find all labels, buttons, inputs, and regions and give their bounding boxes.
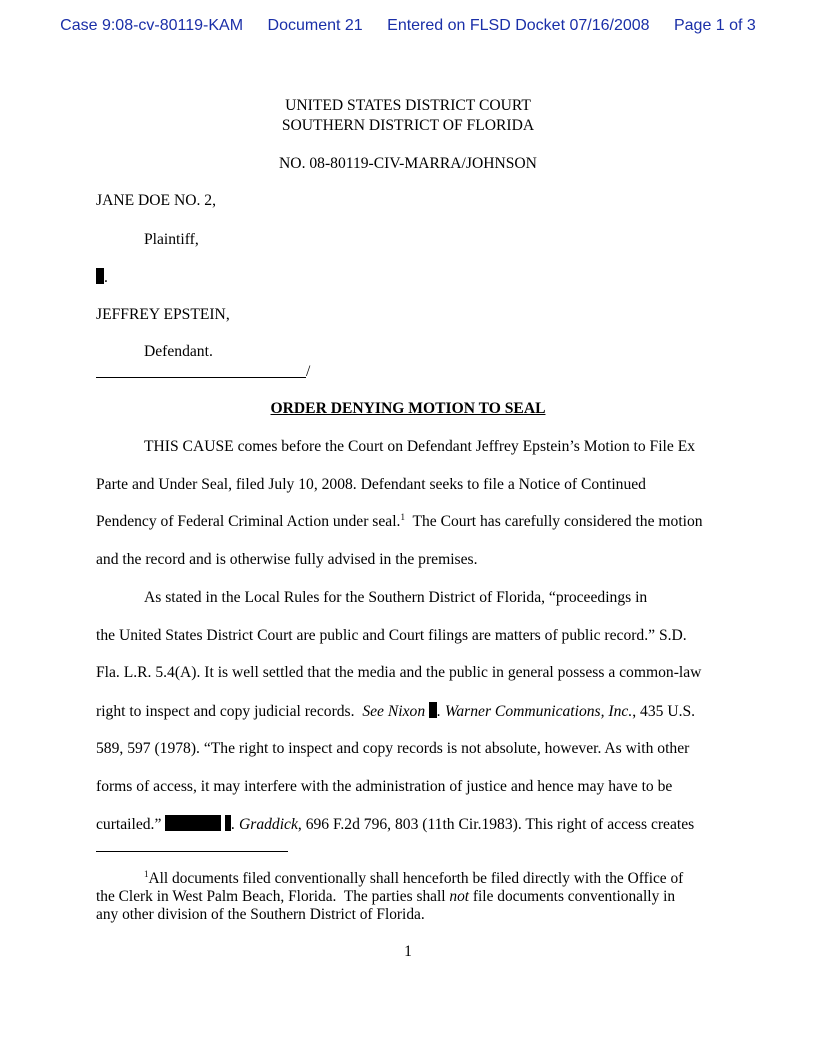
caption-slash: / xyxy=(306,363,311,380)
case-citation: . Graddick xyxy=(231,816,298,833)
redaction-box xyxy=(429,702,437,718)
defendant-name: JEFFREY EPSTEIN, xyxy=(96,306,230,323)
body-line: As stated in the Local Rules for the Southern District of Florida, “proceedings in xyxy=(144,589,648,606)
body-line xyxy=(96,815,694,834)
header-page-count: Page 1 of 3 xyxy=(673,17,756,34)
footnote xyxy=(96,870,716,924)
case-citation: . Warner Communications, Inc. xyxy=(437,703,633,720)
body-text: curtailed.” xyxy=(96,816,166,833)
header-entered-date: Entered on FLSD Docket 07/16/2008 xyxy=(387,17,650,34)
body-line: forms of access, it may interfere with the administration of justice and hence may have to be xyxy=(96,778,673,795)
redaction-box xyxy=(96,268,104,284)
citation-signal: See Nixon xyxy=(362,703,426,720)
footnote-text: file documents conventionally in xyxy=(469,888,676,905)
versus-suffix: . xyxy=(104,269,108,286)
body-line: THIS CAUSE comes before the Court on Defendant Jeffrey Epstein’s Motion to File Ex xyxy=(144,438,696,455)
body-line xyxy=(96,513,703,531)
plaintiff-role: Plaintiff, xyxy=(144,231,199,248)
body-text: right to inspect and copy judicial records. xyxy=(96,703,363,720)
footnote-reference: 1 xyxy=(400,512,405,522)
footnote-text: All documents filed conventionally shall henceforth be filed directly with the Office of xyxy=(148,870,684,887)
body-text: The Court has carefully considered the motion xyxy=(404,513,703,530)
footnote-line xyxy=(96,888,716,906)
court-name: UNITED STATES DISTRICT COURT xyxy=(285,97,531,114)
body-line: the United States District Court are public and Court filings are matters of public record.” S.D. xyxy=(96,627,687,644)
body-text: , 435 U.S. xyxy=(632,703,696,720)
body-text: Pendency of Federal Criminal Action under seal. xyxy=(96,513,401,530)
footnote-line xyxy=(96,870,716,888)
body-line: 589, 597 (1978). “The right to inspect and copy records is not absolute, however. As with other xyxy=(96,740,690,757)
body-line xyxy=(96,702,695,721)
body-line: Fla. L.R. 5.4(A). It is well settled that the media and the public in general possess a common-law xyxy=(96,664,702,681)
body-text: , 696 F.2d 796, 803 (11th Cir.1983). This right of access creates xyxy=(297,816,695,833)
docket-header xyxy=(0,17,816,35)
caption-rule xyxy=(96,363,306,378)
body-line: and the record and is otherwise fully advised in the premises. xyxy=(96,551,478,568)
header-case-number: Case 9:08-cv-80119-KAM xyxy=(60,17,244,34)
page-number: 1 xyxy=(404,943,412,960)
plaintiff-name: JANE DOE NO. 2, xyxy=(96,192,216,209)
footnote-line: any other division of the Southern District of Florida. xyxy=(96,906,425,923)
footnote-text: the Clerk in West Palm Beach, Florida. The parties shall xyxy=(96,888,450,905)
court-district: SOUTHERN DISTRICT OF FLORIDA xyxy=(281,117,535,134)
redaction-box xyxy=(165,815,221,831)
order-title: ORDER DENYING MOTION TO SEAL xyxy=(270,400,546,417)
caption-underline xyxy=(96,363,310,381)
versus-line xyxy=(96,268,108,287)
footnote-marker: 1 xyxy=(144,869,149,879)
case-number: NO. 08-80119-CIV-MARRA/JOHNSON xyxy=(279,155,537,172)
defendant-role: Defendant. xyxy=(144,343,213,360)
footnote-emphasis: not xyxy=(449,888,470,905)
header-document-number: Document 21 xyxy=(267,17,363,34)
footnote-divider xyxy=(96,851,288,852)
body-line: Parte and Under Seal, filed July 10, 2008. Defendant seeks to file a Notice of Continued xyxy=(96,476,646,493)
